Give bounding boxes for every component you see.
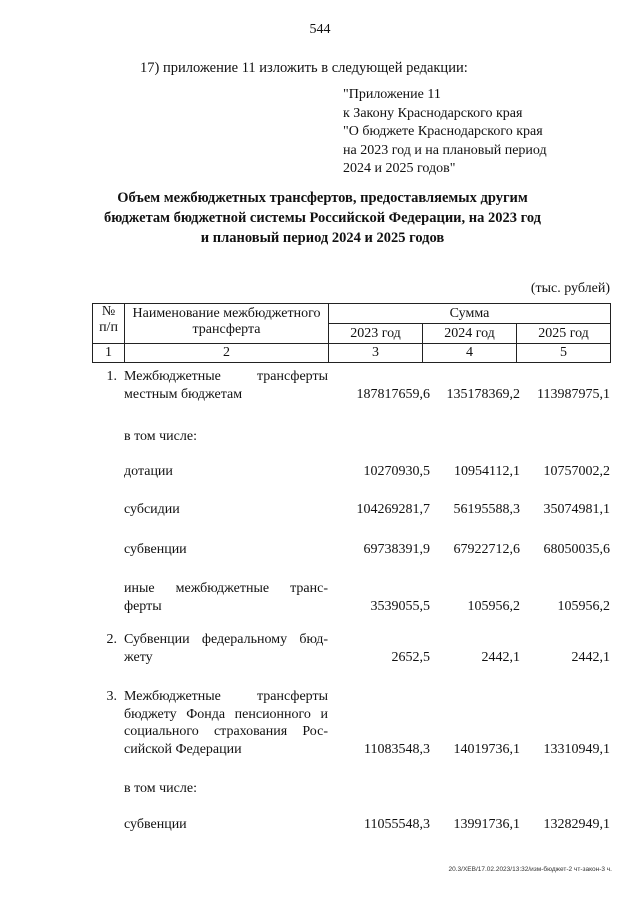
title-line: и плановый период 2024 и 2025 годов	[200, 230, 445, 246]
row-name-line: субвенции	[124, 542, 187, 557]
row-name-line: субвенции	[124, 817, 187, 832]
row-value-2025: 35074981,1	[543, 502, 610, 517]
num-header: № п/п	[93, 304, 125, 344]
row-name-line: социального страхования Рос-	[124, 724, 328, 739]
row-name-line: ферты	[124, 598, 162, 614]
row-name-line: жету	[124, 649, 153, 665]
appendix-line: "Приложение 11	[343, 87, 441, 102]
appendix-header	[343, 86, 547, 179]
footer-stamp: 20.3/ХЕВ/17.02.2023/13:32/изм-бюджет-2 чт-закон-3 ч.	[448, 866, 612, 873]
row-value-2023: 10270930,5	[363, 464, 430, 479]
row-name-line: иные межбюджетные транс-	[124, 581, 328, 596]
row-value-2024: 10954112,1	[454, 464, 520, 479]
row-name	[124, 501, 328, 519]
row-value-2025: 13310949,1	[543, 741, 610, 757]
col-index: 4	[423, 344, 517, 363]
document-title	[100, 188, 545, 248]
year-2023-header: 2023 год	[329, 324, 423, 344]
row-name-line: в том числе:	[124, 781, 197, 796]
row-name	[124, 780, 328, 798]
row-value-2025: 113987975,1	[537, 386, 610, 402]
page-number: 544	[309, 22, 331, 37]
row-name-line: субсидии	[124, 502, 180, 517]
appendix-line: на 2023 год и на плановый период	[343, 142, 547, 158]
row-name	[124, 631, 328, 666]
year-2024-header: 2024 год	[423, 324, 517, 344]
row-name	[124, 368, 328, 403]
row-name	[124, 463, 328, 481]
appendix-line: к Закону Краснодарского края	[343, 105, 523, 121]
table-header	[92, 303, 611, 363]
year-2025-header: 2025 год	[517, 324, 611, 344]
intro-text: 17) приложение 11 изложить в следующей редакции:	[140, 60, 468, 76]
row-value-2024: 56195588,3	[453, 502, 520, 517]
col-index: 2	[125, 344, 329, 363]
row-value-2024: 13991736,1	[453, 817, 520, 832]
row-name	[124, 541, 328, 559]
row-value-2024: 105956,2	[467, 598, 520, 614]
row-value-2025: 2442,1	[571, 649, 610, 665]
row-value-2024: 135178369,2	[446, 386, 520, 402]
row-value-2023: 11055548,3	[364, 817, 430, 832]
row-value-2023: 104269281,7	[356, 502, 430, 517]
row-name	[124, 688, 328, 758]
row-value-2023: 187817659,6	[356, 386, 430, 402]
row-name-line: дотации	[124, 464, 173, 479]
unit-label: (тыс. рублей)	[530, 281, 610, 296]
row-value-2023: 69738391,9	[363, 542, 430, 557]
appendix-line: "О бюджете Краснодарского края	[343, 124, 543, 139]
col-index: 1	[93, 344, 125, 363]
title-line: Объем межбюджетных трансфертов, предоставляемых другим	[117, 190, 528, 206]
row-value-2025: 68050035,6	[543, 542, 610, 557]
row-name-line: Межбюджетные трансферты	[124, 689, 328, 704]
row-name-line: Субвенции федеральному бюд-	[124, 632, 328, 647]
row-number: 1.	[106, 369, 117, 384]
title-line: бюджетам бюджетной системы Российской Федерации, на 2023 год	[103, 210, 542, 226]
row-number: 2.	[106, 632, 117, 647]
name-header: Наименование межбюджетного трансферта	[125, 304, 329, 344]
row-value-2024: 14019736,1	[453, 741, 520, 757]
row-value-2023: 3539055,5	[370, 598, 430, 614]
appendix-line: 2024 и 2025 годов"	[343, 161, 456, 176]
row-value-2024: 2442,1	[481, 649, 520, 665]
row-value-2024: 67922712,6	[453, 542, 520, 557]
row-name-line: бюджету Фонда пенсионного и	[124, 706, 328, 722]
row-name-line: в том числе:	[124, 429, 197, 444]
row-value-2025: 10757002,2	[543, 464, 610, 479]
row-value-2025: 13282949,1	[543, 817, 610, 832]
col-index: 3	[329, 344, 423, 363]
row-value-2025: 105956,2	[557, 598, 610, 614]
row-value-2023: 11083548,3	[364, 741, 430, 757]
row-value-2023: 2652,5	[391, 649, 430, 665]
row-number: 3.	[106, 689, 117, 704]
sum-header: Сумма	[329, 304, 611, 324]
row-name-line: сийской Федерации	[124, 741, 242, 757]
row-name	[124, 428, 328, 446]
row-name	[124, 816, 328, 834]
row-name	[124, 580, 328, 615]
row-name-line: местным бюджетам	[124, 386, 243, 402]
col-index: 5	[517, 344, 611, 363]
row-name-line: Межбюджетные трансферты	[124, 369, 328, 384]
